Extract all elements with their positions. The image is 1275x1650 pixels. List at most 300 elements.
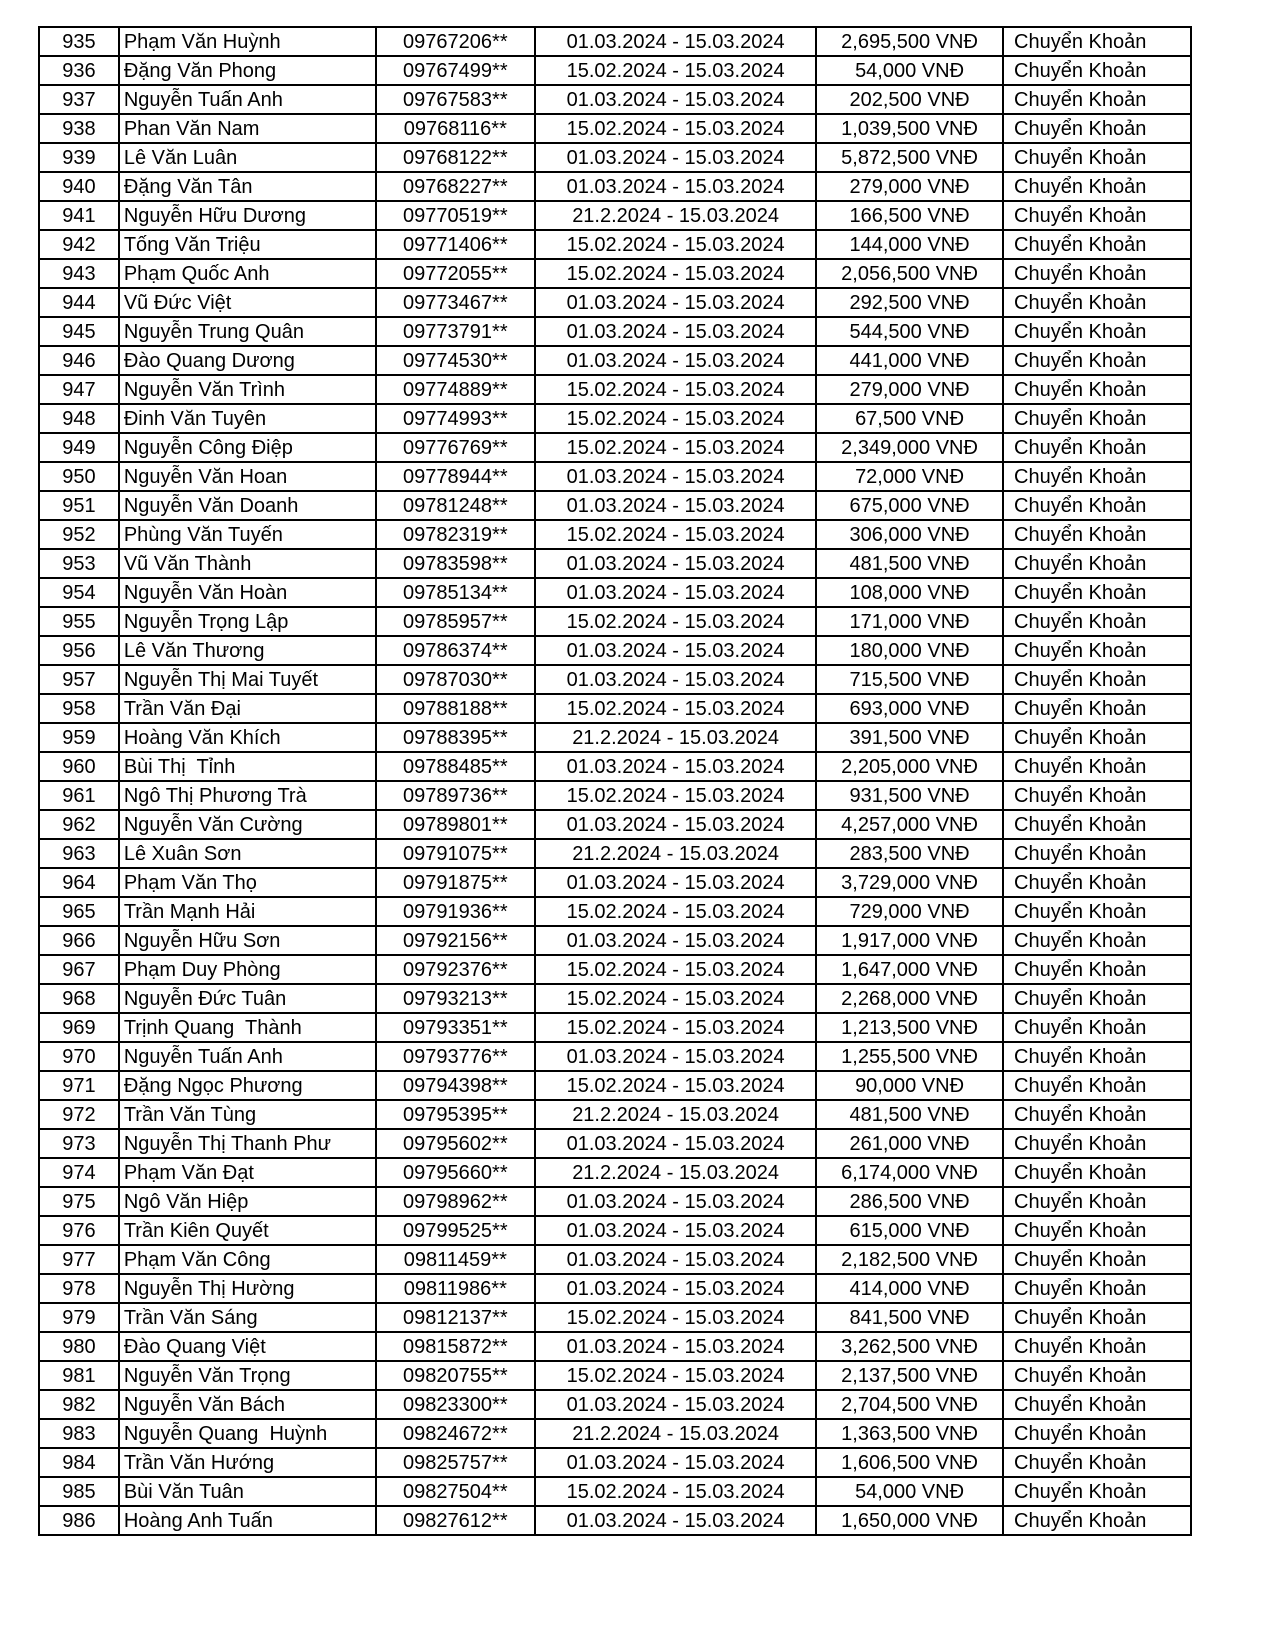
payment-method-cell: Chuyển Khoản (1003, 114, 1191, 143)
payment-method-cell: Chuyển Khoản (1003, 578, 1191, 607)
table-row (39, 1419, 1191, 1448)
recipient-name-cell: Trần Văn Tùng (119, 1100, 376, 1129)
payment-period-cell: 01.03.2024 - 15.03.2024 (535, 1390, 816, 1419)
payment-period-cell: 15.02.2024 - 15.03.2024 (535, 955, 816, 984)
payment-period-cell: 01.03.2024 - 15.03.2024 (535, 752, 816, 781)
recipient-name-cell: Nguyễn Công Điệp (119, 433, 376, 462)
masked-phone-cell: 09798962** (376, 1187, 536, 1216)
payment-period-cell: 15.02.2024 - 15.03.2024 (535, 781, 816, 810)
payment-method-cell: Chuyển Khoản (1003, 694, 1191, 723)
table-row (39, 288, 1191, 317)
table-row (39, 520, 1191, 549)
masked-phone-cell: 09799525** (376, 1216, 536, 1245)
table-row (39, 1274, 1191, 1303)
recipient-name-cell: Nguyễn Đức Tuân (119, 984, 376, 1013)
payment-method-cell: Chuyển Khoản (1003, 85, 1191, 114)
payment-period-cell: 01.03.2024 - 15.03.2024 (535, 578, 816, 607)
amount-cell: 1,647,000 VNĐ (816, 955, 1003, 984)
payment-method-cell: Chuyển Khoản (1003, 1274, 1191, 1303)
amount-cell: 1,213,500 VNĐ (816, 1013, 1003, 1042)
row-number-cell: 970 (39, 1042, 119, 1071)
recipient-name-cell: Nguyễn Quang Huỳnh (119, 1419, 376, 1448)
amount-cell: 1,039,500 VNĐ (816, 114, 1003, 143)
recipient-name-cell: Phạm Văn Đạt (119, 1158, 376, 1187)
recipient-name-cell: Trần Văn Đại (119, 694, 376, 723)
amount-cell: 481,500 VNĐ (816, 1100, 1003, 1129)
masked-phone-cell: 09793776** (376, 1042, 536, 1071)
table-row (39, 1477, 1191, 1506)
masked-phone-cell: 09767206** (376, 27, 536, 56)
masked-phone-cell: 09792376** (376, 955, 536, 984)
amount-cell: 544,500 VNĐ (816, 317, 1003, 346)
payment-method-cell: Chuyển Khoản (1003, 1303, 1191, 1332)
table-row (39, 201, 1191, 230)
payment-method-cell: Chuyển Khoản (1003, 549, 1191, 578)
masked-phone-cell: 09789736** (376, 781, 536, 810)
payment-period-cell: 15.02.2024 - 15.03.2024 (535, 1477, 816, 1506)
masked-phone-cell: 09768116** (376, 114, 536, 143)
payment-period-cell: 01.03.2024 - 15.03.2024 (535, 1187, 816, 1216)
recipient-name-cell: Nguyễn Văn Doanh (119, 491, 376, 520)
table-row (39, 781, 1191, 810)
amount-cell: 261,000 VNĐ (816, 1129, 1003, 1158)
payment-method-cell: Chuyển Khoản (1003, 462, 1191, 491)
recipient-name-cell: Đặng Văn Tân (119, 172, 376, 201)
amount-cell: 1,650,000 VNĐ (816, 1506, 1003, 1535)
payment-period-cell: 01.03.2024 - 15.03.2024 (535, 172, 816, 201)
payment-period-cell: 01.03.2024 - 15.03.2024 (535, 926, 816, 955)
amount-cell: 54,000 VNĐ (816, 56, 1003, 85)
amount-cell: 6,174,000 VNĐ (816, 1158, 1003, 1187)
recipient-name-cell: Nguyễn Văn Bách (119, 1390, 376, 1419)
payment-method-cell: Chuyển Khoản (1003, 27, 1191, 56)
recipient-name-cell: Trần Mạnh Hải (119, 897, 376, 926)
amount-cell: 202,500 VNĐ (816, 85, 1003, 114)
payment-method-cell: Chuyển Khoản (1003, 1216, 1191, 1245)
table-row (39, 230, 1191, 259)
masked-phone-cell: 09788485** (376, 752, 536, 781)
table-row (39, 404, 1191, 433)
masked-phone-cell: 09773791** (376, 317, 536, 346)
masked-phone-cell: 09811459** (376, 1245, 536, 1274)
row-number-cell: 980 (39, 1332, 119, 1361)
payment-period-cell: 15.02.2024 - 15.03.2024 (535, 520, 816, 549)
row-number-cell: 963 (39, 839, 119, 868)
row-number-cell: 937 (39, 85, 119, 114)
row-number-cell: 972 (39, 1100, 119, 1129)
row-number-cell: 948 (39, 404, 119, 433)
amount-cell: 5,872,500 VNĐ (816, 143, 1003, 172)
payment-method-cell: Chuyển Khoản (1003, 404, 1191, 433)
table-row (39, 143, 1191, 172)
row-number-cell: 951 (39, 491, 119, 520)
payment-method-cell: Chuyển Khoản (1003, 984, 1191, 1013)
masked-phone-cell: 09795602** (376, 1129, 536, 1158)
table-row (39, 1303, 1191, 1332)
amount-cell: 144,000 VNĐ (816, 230, 1003, 259)
payment-period-cell: 15.02.2024 - 15.03.2024 (535, 1361, 816, 1390)
table-row (39, 839, 1191, 868)
recipient-name-cell: Ngô Thị Phương Trà (119, 781, 376, 810)
payment-period-cell: 01.03.2024 - 15.03.2024 (535, 143, 816, 172)
payment-method-cell: Chuyển Khoản (1003, 1158, 1191, 1187)
masked-phone-cell: 09788188** (376, 694, 536, 723)
row-number-cell: 960 (39, 752, 119, 781)
payment-method-cell: Chuyển Khoản (1003, 491, 1191, 520)
row-number-cell: 986 (39, 1506, 119, 1535)
amount-cell: 2,137,500 VNĐ (816, 1361, 1003, 1390)
recipient-name-cell: Nguyễn Tuấn Anh (119, 1042, 376, 1071)
masked-phone-cell: 09791875** (376, 868, 536, 897)
table-row (39, 375, 1191, 404)
row-number-cell: 981 (39, 1361, 119, 1390)
payment-method-cell: Chuyển Khoản (1003, 1245, 1191, 1274)
recipient-name-cell: Nguyễn Tuấn Anh (119, 85, 376, 114)
table-row (39, 549, 1191, 578)
payment-period-cell: 21.2.2024 - 15.03.2024 (535, 839, 816, 868)
payment-method-cell: Chuyển Khoản (1003, 201, 1191, 230)
recipient-name-cell: Nguyễn Văn Cường (119, 810, 376, 839)
masked-phone-cell: 09823300** (376, 1390, 536, 1419)
table-row (39, 1332, 1191, 1361)
table-row (39, 433, 1191, 462)
payment-period-cell: 15.02.2024 - 15.03.2024 (535, 404, 816, 433)
table-row (39, 1158, 1191, 1187)
masked-phone-cell: 09774530** (376, 346, 536, 375)
masked-phone-cell: 09789801** (376, 810, 536, 839)
masked-phone-cell: 09793351** (376, 1013, 536, 1042)
recipient-name-cell: Bùi Thị Tỉnh (119, 752, 376, 781)
masked-phone-cell: 09788395** (376, 723, 536, 752)
recipient-name-cell: Đào Quang Dương (119, 346, 376, 375)
payment-method-cell: Chuyển Khoản (1003, 781, 1191, 810)
masked-phone-cell: 09778944** (376, 462, 536, 491)
payment-method-cell: Chuyển Khoản (1003, 810, 1191, 839)
masked-phone-cell: 09791075** (376, 839, 536, 868)
payment-period-cell: 01.03.2024 - 15.03.2024 (535, 1245, 816, 1274)
recipient-name-cell: Đinh Văn Tuyên (119, 404, 376, 433)
row-number-cell: 945 (39, 317, 119, 346)
payment-method-cell: Chuyển Khoản (1003, 752, 1191, 781)
row-number-cell: 979 (39, 1303, 119, 1332)
amount-cell: 615,000 VNĐ (816, 1216, 1003, 1245)
masked-phone-cell: 09793213** (376, 984, 536, 1013)
amount-cell: 166,500 VNĐ (816, 201, 1003, 230)
payment-period-cell: 01.03.2024 - 15.03.2024 (535, 810, 816, 839)
table-row (39, 1129, 1191, 1158)
payment-period-cell: 01.03.2024 - 15.03.2024 (535, 1042, 816, 1071)
amount-cell: 1,917,000 VNĐ (816, 926, 1003, 955)
payment-period-cell: 01.03.2024 - 15.03.2024 (535, 1129, 816, 1158)
recipient-name-cell: Hoàng Văn Khích (119, 723, 376, 752)
amount-cell: 414,000 VNĐ (816, 1274, 1003, 1303)
table-row (39, 984, 1191, 1013)
payment-period-cell: 15.02.2024 - 15.03.2024 (535, 259, 816, 288)
table-row (39, 578, 1191, 607)
row-number-cell: 973 (39, 1129, 119, 1158)
payment-method-cell: Chuyển Khoản (1003, 955, 1191, 984)
recipient-name-cell: Hoàng Anh Tuấn (119, 1506, 376, 1535)
payment-method-cell: Chuyển Khoản (1003, 1477, 1191, 1506)
payment-method-cell: Chuyển Khoản (1003, 607, 1191, 636)
masked-phone-cell: 09827504** (376, 1477, 536, 1506)
row-number-cell: 941 (39, 201, 119, 230)
amount-cell: 108,000 VNĐ (816, 578, 1003, 607)
table-row (39, 1245, 1191, 1274)
amount-cell: 729,000 VNĐ (816, 897, 1003, 926)
amount-cell: 441,000 VNĐ (816, 346, 1003, 375)
masked-phone-cell: 09791936** (376, 897, 536, 926)
payment-period-cell: 01.03.2024 - 15.03.2024 (535, 1448, 816, 1477)
masked-phone-cell: 09827612** (376, 1506, 536, 1535)
payment-method-cell: Chuyển Khoản (1003, 520, 1191, 549)
row-number-cell: 954 (39, 578, 119, 607)
masked-phone-cell: 09812137** (376, 1303, 536, 1332)
payment-period-cell: 15.02.2024 - 15.03.2024 (535, 230, 816, 259)
payment-period-cell: 01.03.2024 - 15.03.2024 (535, 462, 816, 491)
recipient-name-cell: Nguyễn Văn Hoàn (119, 578, 376, 607)
payment-method-cell: Chuyển Khoản (1003, 1129, 1191, 1158)
recipient-name-cell: Vũ Đức Việt (119, 288, 376, 317)
table-row (39, 636, 1191, 665)
masked-phone-cell: 09781248** (376, 491, 536, 520)
recipient-name-cell: Nguyễn Thị Hường (119, 1274, 376, 1303)
row-number-cell: 936 (39, 56, 119, 85)
payment-method-cell: Chuyển Khoản (1003, 636, 1191, 665)
masked-phone-cell: 09795660** (376, 1158, 536, 1187)
row-number-cell: 957 (39, 665, 119, 694)
recipient-name-cell: Nguyễn Văn Trình (119, 375, 376, 404)
recipient-name-cell: Bùi Văn Tuân (119, 1477, 376, 1506)
table-row (39, 1071, 1191, 1100)
recipient-name-cell: Trần Văn Sáng (119, 1303, 376, 1332)
amount-cell: 283,500 VNĐ (816, 839, 1003, 868)
masked-phone-cell: 09772055** (376, 259, 536, 288)
payment-period-cell: 15.02.2024 - 15.03.2024 (535, 984, 816, 1013)
amount-cell: 715,500 VNĐ (816, 665, 1003, 694)
recipient-name-cell: Phạm Quốc Anh (119, 259, 376, 288)
payment-method-cell: Chuyển Khoản (1003, 1071, 1191, 1100)
recipient-name-cell: Phạm Văn Thọ (119, 868, 376, 897)
amount-cell: 90,000 VNĐ (816, 1071, 1003, 1100)
payment-period-cell: 01.03.2024 - 15.03.2024 (535, 549, 816, 578)
masked-phone-cell: 09824672** (376, 1419, 536, 1448)
payment-period-cell: 15.02.2024 - 15.03.2024 (535, 1303, 816, 1332)
payment-method-cell: Chuyển Khoản (1003, 317, 1191, 346)
row-number-cell: 967 (39, 955, 119, 984)
recipient-name-cell: Trần Văn Hướng (119, 1448, 376, 1477)
payment-method-cell: Chuyển Khoản (1003, 897, 1191, 926)
payment-method-cell: Chuyển Khoản (1003, 665, 1191, 694)
table-row (39, 607, 1191, 636)
row-number-cell: 966 (39, 926, 119, 955)
payment-method-cell: Chuyển Khoản (1003, 1361, 1191, 1390)
row-number-cell: 939 (39, 143, 119, 172)
masked-phone-cell: 09820755** (376, 1361, 536, 1390)
payment-method-cell: Chuyển Khoản (1003, 56, 1191, 85)
table-row (39, 1448, 1191, 1477)
row-number-cell: 956 (39, 636, 119, 665)
masked-phone-cell: 09770519** (376, 201, 536, 230)
amount-cell: 1,606,500 VNĐ (816, 1448, 1003, 1477)
amount-cell: 1,363,500 VNĐ (816, 1419, 1003, 1448)
recipient-name-cell: Lê Văn Luân (119, 143, 376, 172)
table-row (39, 1361, 1191, 1390)
table-row (39, 897, 1191, 926)
row-number-cell: 974 (39, 1158, 119, 1187)
row-number-cell: 949 (39, 433, 119, 462)
payment-method-cell: Chuyển Khoản (1003, 288, 1191, 317)
amount-cell: 286,500 VNĐ (816, 1187, 1003, 1216)
payment-period-cell: 21.2.2024 - 15.03.2024 (535, 723, 816, 752)
recipient-name-cell: Đặng Ngọc Phương (119, 1071, 376, 1100)
recipient-name-cell: Phan Văn Nam (119, 114, 376, 143)
masked-phone-cell: 09768122** (376, 143, 536, 172)
amount-cell: 481,500 VNĐ (816, 549, 1003, 578)
payment-period-cell: 15.02.2024 - 15.03.2024 (535, 375, 816, 404)
row-number-cell: 959 (39, 723, 119, 752)
payment-method-cell: Chuyển Khoản (1003, 1419, 1191, 1448)
payment-period-cell: 01.03.2024 - 15.03.2024 (535, 1506, 816, 1535)
amount-cell: 171,000 VNĐ (816, 607, 1003, 636)
payment-method-cell: Chuyển Khoản (1003, 1332, 1191, 1361)
payment-method-cell: Chuyển Khoản (1003, 1390, 1191, 1419)
recipient-name-cell: Lê Xuân Sơn (119, 839, 376, 868)
payment-period-cell: 01.03.2024 - 15.03.2024 (535, 1332, 816, 1361)
row-number-cell: 946 (39, 346, 119, 375)
row-number-cell: 978 (39, 1274, 119, 1303)
row-number-cell: 944 (39, 288, 119, 317)
masked-phone-cell: 09795395** (376, 1100, 536, 1129)
masked-phone-cell: 09785134** (376, 578, 536, 607)
row-number-cell: 968 (39, 984, 119, 1013)
row-number-cell: 965 (39, 897, 119, 926)
amount-cell: 3,729,000 VNĐ (816, 868, 1003, 897)
masked-phone-cell: 09774993** (376, 404, 536, 433)
table-row (39, 868, 1191, 897)
table-row (39, 346, 1191, 375)
table-row (39, 1100, 1191, 1129)
amount-cell: 841,500 VNĐ (816, 1303, 1003, 1332)
recipient-name-cell: Trần Kiên Quyết (119, 1216, 376, 1245)
payment-period-cell: 01.03.2024 - 15.03.2024 (535, 1274, 816, 1303)
amount-cell: 306,000 VNĐ (816, 520, 1003, 549)
payment-period-cell: 01.03.2024 - 15.03.2024 (535, 317, 816, 346)
payment-method-cell: Chuyển Khoản (1003, 259, 1191, 288)
table-row (39, 1390, 1191, 1419)
table-row (39, 1013, 1191, 1042)
recipient-name-cell: Trịnh Quang Thành (119, 1013, 376, 1042)
table-row (39, 56, 1191, 85)
payment-period-cell: 15.02.2024 - 15.03.2024 (535, 114, 816, 143)
table-row (39, 27, 1191, 56)
payment-period-cell: 01.03.2024 - 15.03.2024 (535, 346, 816, 375)
masked-phone-cell: 09785957** (376, 607, 536, 636)
payment-method-cell: Chuyển Khoản (1003, 1042, 1191, 1071)
amount-cell: 931,500 VNĐ (816, 781, 1003, 810)
amount-cell: 292,500 VNĐ (816, 288, 1003, 317)
payout-table-body (39, 27, 1191, 1535)
masked-phone-cell: 09776769** (376, 433, 536, 462)
payment-period-cell: 21.2.2024 - 15.03.2024 (535, 1419, 816, 1448)
row-number-cell: 976 (39, 1216, 119, 1245)
amount-cell: 2,704,500 VNĐ (816, 1390, 1003, 1419)
payment-method-cell: Chuyển Khoản (1003, 868, 1191, 897)
payment-period-cell: 21.2.2024 - 15.03.2024 (535, 1158, 816, 1187)
amount-cell: 2,182,500 VNĐ (816, 1245, 1003, 1274)
payment-period-cell: 21.2.2024 - 15.03.2024 (535, 1100, 816, 1129)
payment-period-cell: 01.03.2024 - 15.03.2024 (535, 85, 816, 114)
recipient-name-cell: Nguyễn Hữu Sơn (119, 926, 376, 955)
table-row (39, 1506, 1191, 1535)
amount-cell: 54,000 VNĐ (816, 1477, 1003, 1506)
payment-period-cell: 15.02.2024 - 15.03.2024 (535, 897, 816, 926)
row-number-cell: 977 (39, 1245, 119, 1274)
row-number-cell: 958 (39, 694, 119, 723)
payout-table (38, 26, 1192, 1536)
masked-phone-cell: 09771406** (376, 230, 536, 259)
amount-cell: 1,255,500 VNĐ (816, 1042, 1003, 1071)
amount-cell: 180,000 VNĐ (816, 636, 1003, 665)
table-row (39, 491, 1191, 520)
amount-cell: 391,500 VNĐ (816, 723, 1003, 752)
recipient-name-cell: Nguyễn Thị Mai Tuyết (119, 665, 376, 694)
masked-phone-cell: 09787030** (376, 665, 536, 694)
amount-cell: 2,056,500 VNĐ (816, 259, 1003, 288)
amount-cell: 2,695,500 VNĐ (816, 27, 1003, 56)
recipient-name-cell: Ngô Văn Hiệp (119, 1187, 376, 1216)
row-number-cell: 942 (39, 230, 119, 259)
row-number-cell: 985 (39, 1477, 119, 1506)
table-row (39, 462, 1191, 491)
recipient-name-cell: Đặng Văn Phong (119, 56, 376, 85)
payment-period-cell: 01.03.2024 - 15.03.2024 (535, 636, 816, 665)
row-number-cell: 943 (39, 259, 119, 288)
row-number-cell: 947 (39, 375, 119, 404)
row-number-cell: 961 (39, 781, 119, 810)
amount-cell: 693,000 VNĐ (816, 694, 1003, 723)
recipient-name-cell: Nguyễn Hữu Dương (119, 201, 376, 230)
payment-method-cell: Chuyển Khoản (1003, 1100, 1191, 1129)
row-number-cell: 969 (39, 1013, 119, 1042)
recipient-name-cell: Phùng Văn Tuyến (119, 520, 376, 549)
recipient-name-cell: Lê Văn Thương (119, 636, 376, 665)
amount-cell: 675,000 VNĐ (816, 491, 1003, 520)
recipient-name-cell: Nguyễn Văn Trọng (119, 1361, 376, 1390)
payment-method-cell: Chuyển Khoản (1003, 230, 1191, 259)
payment-method-cell: Chuyển Khoản (1003, 1013, 1191, 1042)
row-number-cell: 982 (39, 1390, 119, 1419)
masked-phone-cell: 09825757** (376, 1448, 536, 1477)
masked-phone-cell: 09767499** (376, 56, 536, 85)
payment-period-cell: 15.02.2024 - 15.03.2024 (535, 433, 816, 462)
table-row (39, 752, 1191, 781)
row-number-cell: 962 (39, 810, 119, 839)
payment-period-cell: 15.02.2024 - 15.03.2024 (535, 694, 816, 723)
amount-cell: 2,205,000 VNĐ (816, 752, 1003, 781)
masked-phone-cell: 09794398** (376, 1071, 536, 1100)
recipient-name-cell: Phạm Văn Huỳnh (119, 27, 376, 56)
row-number-cell: 975 (39, 1187, 119, 1216)
payment-period-cell: 15.02.2024 - 15.03.2024 (535, 607, 816, 636)
payment-method-cell: Chuyển Khoản (1003, 346, 1191, 375)
row-number-cell: 940 (39, 172, 119, 201)
payment-method-cell: Chuyển Khoản (1003, 839, 1191, 868)
payment-method-cell: Chuyển Khoản (1003, 375, 1191, 404)
payment-period-cell: 21.2.2024 - 15.03.2024 (535, 201, 816, 230)
row-number-cell: 955 (39, 607, 119, 636)
payment-period-cell: 01.03.2024 - 15.03.2024 (535, 1216, 816, 1245)
